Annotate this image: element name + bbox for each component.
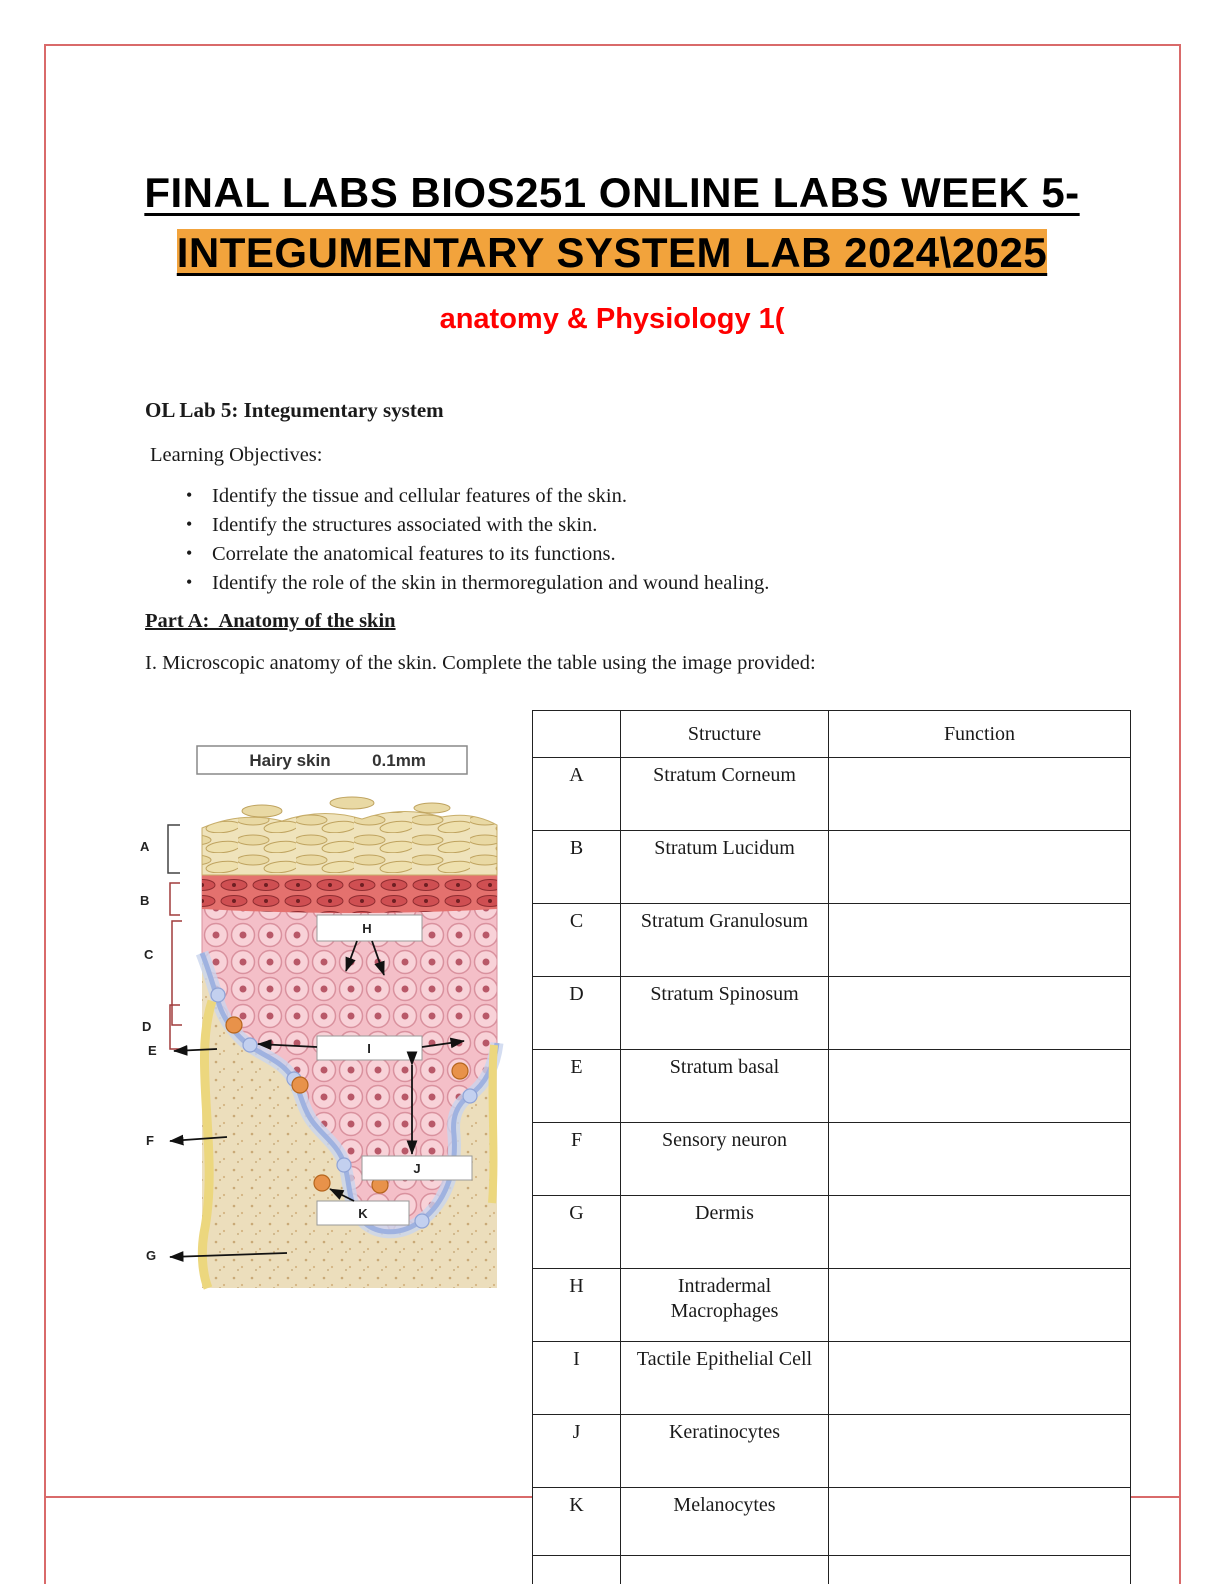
function-cell (829, 1556, 1131, 1584)
page-border-top (44, 44, 1181, 46)
table-row (533, 1488, 1131, 1556)
function-cell (829, 1123, 1131, 1196)
table-header-row (533, 711, 1131, 758)
diagram-label-k: K (358, 1206, 368, 1221)
bracket-b (170, 883, 180, 915)
course-subtitle: anatomy & Physiology 1( (439, 303, 785, 335)
table-row (533, 758, 1131, 831)
follicle-strand-right (492, 1045, 494, 1203)
stratum-corneum-band (202, 811, 497, 875)
function-cell (829, 904, 1131, 977)
function-cell (829, 1488, 1131, 1556)
lab-heading: OL Lab 5: Integumentary system (145, 398, 444, 422)
objectives-label: Learning Objectives: (150, 444, 323, 466)
table-row (533, 831, 1131, 904)
function-cell (829, 1269, 1131, 1342)
diagram-label-d: D (142, 1019, 152, 1034)
anatomy-table (532, 710, 1131, 1584)
table-row (533, 1269, 1131, 1342)
table-row (533, 904, 1131, 977)
structure-cell: Stratum Granulosum (621, 904, 829, 977)
letter-cell: C (533, 904, 621, 977)
table-row-continuation (533, 1556, 1131, 1584)
diagram-label-b: B (140, 893, 150, 908)
diagram-label-f: F (146, 1133, 154, 1148)
structure-cell (621, 1556, 829, 1584)
header-function: Function (829, 711, 1131, 758)
letter-cell: K (533, 1488, 621, 1556)
diagram-label-h: H (362, 921, 372, 936)
table-row (533, 977, 1131, 1050)
structure-cell: Stratum basal (621, 1050, 829, 1123)
objective-item: • Correlate the anatomical features to its functions. (184, 540, 769, 569)
structure-cell: Dermis (621, 1196, 829, 1269)
header-letter (533, 711, 621, 758)
objective-item: • Identify the structures associated with the skin. (184, 511, 769, 540)
table-row (533, 1196, 1131, 1269)
title-line-1: FINAL LABS BIOS251 ONLINE LABS WEEK 5- (144, 169, 1080, 216)
structure-cell: Sensory neuron (621, 1123, 829, 1196)
function-cell (829, 1415, 1131, 1488)
structure-cell: Stratum Corneum (621, 758, 829, 831)
structure-cell: Keratinocytes (621, 1415, 829, 1488)
diagram-caption-scale: 0.1mm (372, 751, 426, 770)
diagram-caption-box (197, 746, 467, 774)
diagram-caption-name: Hairy skin (249, 751, 331, 770)
objective-item: • Identify the tissue and cellular features of the skin. (184, 482, 769, 511)
function-cell (829, 831, 1131, 904)
structure-cell: Tactile Epithelial Cell (621, 1342, 829, 1415)
header-structure: Structure (621, 711, 829, 758)
letter-cell: I (533, 1342, 621, 1415)
table-row (533, 1342, 1131, 1415)
structure-cell: Stratum Spinosum (621, 977, 829, 1050)
letter-cell: H (533, 1269, 621, 1342)
letter-cell (533, 1556, 621, 1584)
letter-cell: J (533, 1415, 621, 1488)
part-a-heading: Part A: Anatomy of the skin (145, 610, 396, 632)
table-row (533, 1415, 1131, 1488)
letter-cell: G (533, 1196, 621, 1269)
structure-cell: Melanocytes (621, 1488, 829, 1556)
function-cell (829, 1342, 1131, 1415)
letter-cell: E (533, 1050, 621, 1123)
bracket-a (168, 825, 180, 873)
bracket-c (172, 921, 182, 1025)
skin-diagram (122, 733, 517, 1293)
learning-objectives-list (184, 482, 769, 598)
diagram-label-c: C (144, 947, 154, 962)
title-line-2-highlighted: INTEGUMENTARY SYSTEM LAB 2024\2025 (176, 229, 1048, 276)
letter-cell: A (533, 758, 621, 831)
structure-cell: Intradermal Macrophages (621, 1269, 829, 1342)
letter-cell: B (533, 831, 621, 904)
table-row (533, 1050, 1131, 1123)
function-cell (829, 758, 1131, 831)
letter-cell: D (533, 977, 621, 1050)
diagram-label-e: E (148, 1043, 157, 1058)
diagram-label-i: I (367, 1041, 371, 1056)
structure-cell: Stratum Lucidum (621, 831, 829, 904)
table-row (533, 1123, 1131, 1196)
diagram-label-g: G (146, 1248, 157, 1263)
diagram-label-a: A (140, 839, 150, 854)
diagram-label-j: J (413, 1161, 421, 1176)
page-title (0, 163, 1224, 283)
function-cell (829, 1196, 1131, 1269)
letter-cell: F (533, 1123, 621, 1196)
objective-item: • Identify the role of the skin in thermoregulation and wound healing. (184, 569, 769, 598)
function-cell (829, 977, 1131, 1050)
function-cell (829, 1050, 1131, 1123)
instruction-text: I. Microscopic anatomy of the skin. Complete the table using the image provided: (145, 652, 816, 674)
